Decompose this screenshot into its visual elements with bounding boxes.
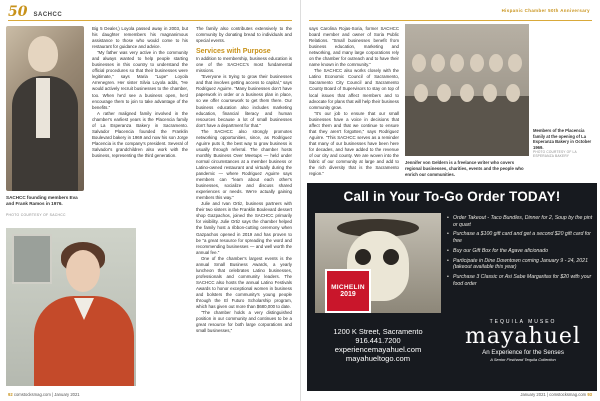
paragraph: "The chamber holds a very distinguished position in our community and continues to be a great resource for both large corporations and small businesses," bbox=[196, 310, 292, 334]
person-head bbox=[431, 54, 445, 72]
michelin-year: 2019 bbox=[340, 291, 356, 298]
ad-brand-block bbox=[455, 319, 591, 363]
paragraph: One of the chamber's largest events is the annual Small Business Awards, a yearly luncheon that celebrates Latino businesses, professionals and community leaders. The SACHCC also hosts the annual Latino Festivals Awards to honor exceptional women in business and bolsters the community's young people through the El Futuro Scholarship program, which has given out more than $680,000 to date. bbox=[196, 255, 292, 310]
header-right-label: Hispanic Chamber 50th Anniversary bbox=[501, 8, 590, 13]
michelin-badge bbox=[325, 269, 371, 313]
person-head bbox=[412, 54, 426, 72]
founders-caption: SACHCC founding members Eva and Frank Ramos in 1976. bbox=[6, 195, 78, 206]
family-group-photo bbox=[405, 24, 529, 156]
ad-headline: Call in Your To-Go Order TODAY! bbox=[343, 189, 561, 204]
person-head bbox=[450, 54, 464, 72]
front-row bbox=[409, 84, 525, 102]
section-subhead: Services with Purpose bbox=[196, 48, 271, 56]
person-head bbox=[414, 84, 428, 102]
ad-offer-item: • Purchase a $100 gift card and get a second $20 gift card for free bbox=[447, 231, 593, 244]
skull-eye bbox=[355, 249, 371, 265]
ad-website-2[interactable]: mayahueltogo.com bbox=[345, 354, 411, 364]
brand-logo: mayahuel bbox=[465, 324, 581, 349]
ad-offer-item: • Order Takeout - Taco Bundles, Dinner for 2, Soup by the pint or quart bbox=[447, 215, 593, 228]
paragraph: The SACHCC also strongly promotes networking opportunities, since, as Rodriguez Aguirre puts it, the best way to grow business is usually through referral. The chamber hosts monthly Business Over Meetups — held under normal circumstances at a member business or Latino-owned restaurant and virtually during the pandemic — where Rodriguez Aguirre says members can "learn about each other's businesses, socialize and discuss shared experiences or needs. We're actually gaining members this way." bbox=[196, 128, 292, 201]
page-number: 93 bbox=[587, 392, 592, 397]
figure-head bbox=[28, 36, 58, 72]
header bbox=[8, 4, 62, 20]
paragraph: says Carolina Rojas-Soria, former SACHCC board member and owner of Soria Public Relations. "Small businesses benefit from business education, marketing and networking, and many large corporations rely on the chamber for outreach and to have their name known in the community." bbox=[309, 26, 399, 68]
header-rule bbox=[309, 20, 592, 21]
paragraph: "Everyone is trying to grow their businesses and that involves getting access to capital," says Rodriguez Aguirre. "Many businesses don't have paperwork in order or a business plan in place, so we offer coursework to get them there. Our business education also includes marketing education, financial literacy and human resources because a lot of small businesses don't have a department for that." bbox=[196, 74, 292, 128]
section-label: SACHCC bbox=[33, 12, 63, 18]
paragraph: "My father was very active in the community and always wanted to help people starting businesses in this country to understand the official procedures so that their businesses were legitimate," says Maria "Lupe" Loyola Arrenegren. Her sister Silvia Loyola adds, "He would actively recruit businesses to the chamber, too. When he'd see a business open, he'd encourage them to join to take advantage of the benefits." bbox=[92, 50, 188, 110]
folio-text: comstocksmag.com | January 2021 bbox=[13, 392, 80, 397]
ad-address: 1200 K Street, Sacramento bbox=[333, 327, 423, 336]
person-head bbox=[470, 54, 484, 72]
ad-contact-block bbox=[315, 327, 441, 364]
ad-website-1[interactable]: experiencemayahuel.com bbox=[334, 345, 422, 354]
ad-artwork bbox=[315, 213, 441, 313]
paragraph: "It's our job to ensure that our small businesses have a voice in decisions that affect them and that we continue to ensure that they aren't forgotten," says Rodriguez Aguirre. "This SACHCC serves as a reminder that many of our businesses have been here for decades, and have added to the revenue of our city and county. We are woven into the fabric of our community at large and add to the rich diversity that is the Sacramento region." bbox=[309, 110, 399, 177]
group-bodies bbox=[405, 96, 529, 156]
family-photo-caption: Members of the Placencia family at the opening of La Esperanza Bakery in October 1969. bbox=[533, 128, 592, 150]
ad-offer-list bbox=[447, 215, 593, 290]
article-column-1 bbox=[92, 26, 188, 159]
executive-photo bbox=[6, 228, 136, 386]
person-head bbox=[508, 54, 522, 72]
paragraph: In addition to membership, business education is one of the SACHCC's most fundamental missions. bbox=[196, 56, 292, 74]
mayahuel-advertisement[interactable] bbox=[307, 183, 597, 391]
figure-shirt bbox=[36, 78, 50, 138]
page-folio-left bbox=[8, 392, 80, 397]
person-head bbox=[506, 84, 520, 102]
ad-offer-item: • Purchase 3 Classic or Asi Sabe Margaritas for $20 with your food order bbox=[447, 274, 593, 287]
folio-text: January 2021 | comstocksmag.com bbox=[520, 392, 587, 397]
ad-offer-item: • Participate in Dine Downtown coming January 9 - 24, 2021 (takeout available this year) bbox=[447, 258, 593, 271]
article-column-3 bbox=[309, 26, 399, 177]
founders-photo bbox=[6, 26, 84, 191]
paragraph: Julie and Ivan Ortiz, business partners with their two sisters in the Franklin Boulevard dessert shop Gazpachos, joined the SACHCC primarily for visibility. Julie Ortiz says the chamber helped the family host a ribbon-cutting ceremony when Gazpachos opened in 2019 and has proven to be "a great resource for spreading the word and recommending businesses — and well worth the annual fee." bbox=[196, 201, 292, 255]
skull-eye bbox=[383, 249, 399, 265]
header-rule bbox=[8, 20, 292, 21]
page-folio-right bbox=[520, 392, 592, 397]
person-head bbox=[437, 84, 451, 102]
person-head bbox=[489, 54, 503, 72]
anniversary-logo: 50 bbox=[8, 4, 28, 20]
founders-caption-credit: PHOTO COURTESY OF SACHCC bbox=[6, 213, 66, 217]
family-photo-credit: PHOTO COURTESY OF LA ESPERANZA BAKERY bbox=[533, 150, 577, 158]
figure-head bbox=[66, 250, 100, 292]
article-column-2 bbox=[196, 26, 292, 334]
wall-frame bbox=[12, 234, 52, 284]
paragraph: The SACHCC also works closely with the Latino Economic Council of Sacramento, Sacramento City Council and Sacramento County Board of Supervisors to stay on top of local issues that affect members and to advocate for plans that will help their business community grow. bbox=[309, 68, 399, 110]
brand-tagline: An Experience for the Senses bbox=[482, 349, 564, 356]
ad-offer-item: • Buy our Gift Box for the Agave aficionado bbox=[447, 248, 593, 255]
brand-subtagline: A Senior Firsthand Tequila Collection bbox=[490, 357, 556, 362]
michelin-label: MICHELIN bbox=[331, 284, 365, 291]
paragraph: The family also contributes extensively to the community by donating bread to individuals and special events. bbox=[196, 26, 292, 44]
paragraph: Big 5 Dealer,) Loyola passed away in 2003, but his daughter remembers his magnanimous assistance to those who would come to his restaurant for guidance and advice. bbox=[92, 26, 188, 50]
page-number: 92 bbox=[8, 392, 13, 397]
person-head bbox=[460, 84, 474, 102]
author-bio: Jennifer von Geldern is a freelance writer who covers regional businesses, charities, events and the people who enrich our communities. bbox=[405, 160, 524, 177]
paragraph: A rather maligned family involved in the chamber's earliest years is the Placencia family of La Esperanza Bakery in Sacramento. Salvador Placencia founded the Franklin Boulevard bakery in 1969 and now his son Jorge Placencia is the company's president. Several of Salvador's grandchildren also work with the business, representing the third generation. bbox=[92, 110, 188, 158]
back-row bbox=[409, 54, 525, 72]
person-head bbox=[483, 84, 497, 102]
brand-eyebrow: TEQUILA MUSEO bbox=[489, 319, 557, 325]
ad-phone[interactable]: 916.441.7200 bbox=[355, 336, 401, 345]
right-page bbox=[300, 0, 600, 401]
